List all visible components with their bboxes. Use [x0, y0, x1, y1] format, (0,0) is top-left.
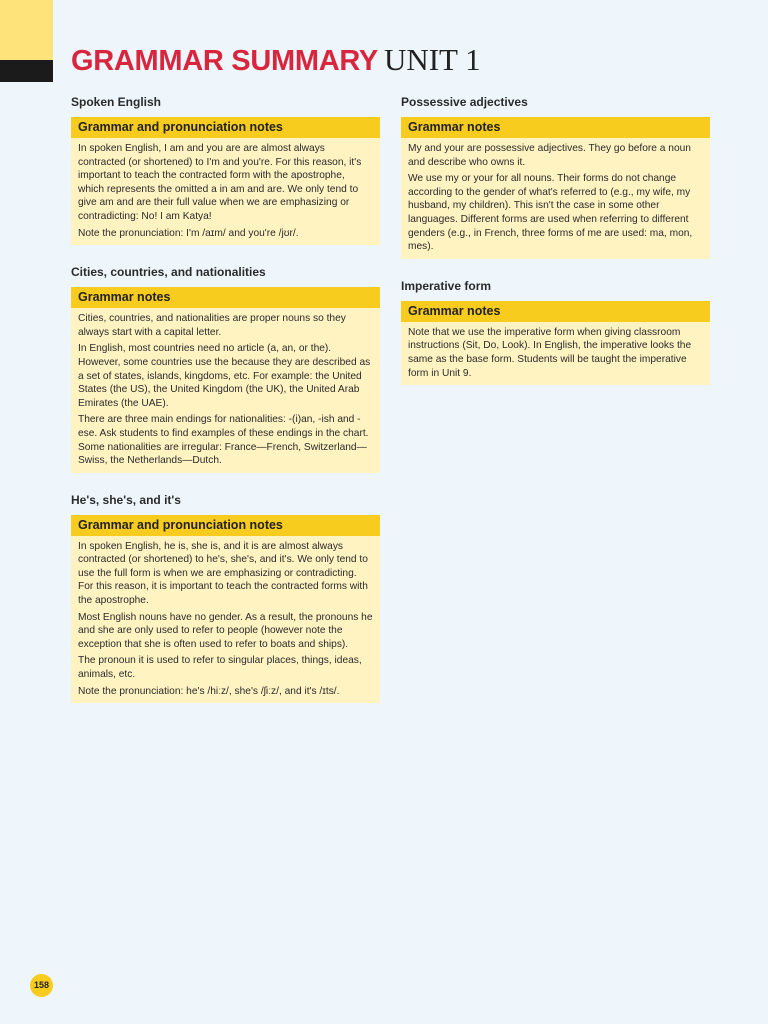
notes-box-body [71, 138, 380, 245]
notes-box [71, 515, 380, 704]
paragraph: Most English nouns have no gender. As a result, the pronouns he and she are only used to refer to people (however note the exception that she is often used to refer to boats and ships). [78, 611, 373, 650]
paragraph: We use my or your for all nouns. Their forms do not change according to the gender of what's referred to (e.g., my wife, my husband, my children). This isn't the case in some other languages. Different forms are used when referring to different genders (e.g., in French, three forms of me are used: ma, mon, mes). [408, 173, 693, 253]
section-hes-shes-its [71, 486, 380, 704]
section-heading: Cities, countries, and nationalities [71, 265, 266, 280]
paragraph: Note the pronunciation: I'm /aɪm/ and you're /jʊr/. [78, 227, 299, 239]
notes-box [401, 117, 710, 259]
section-heading: Possessive adjectives [401, 95, 528, 109]
paragraph: There are three main endings for nationalities: -(i)an, -ish and -ese. Ask students to find examples of these endings in the chart. Some nationalities are irregular: France—French, Switzerland—Swiss, the Netherlands—Dutch. [78, 414, 369, 467]
page-number: 158 [30, 974, 53, 997]
corner-tab-yellow [0, 0, 53, 60]
notes-box-body [71, 536, 380, 704]
paragraph: Cities, countries, and nationalities are proper nouns so they always start with a capital letter. [78, 313, 346, 338]
paragraph: Note that we use the imperative form when giving classroom instructions (Sit, Do, Look). In English, the imperative looks the same as the base form. Students will be taught the imperative form in Unit 9. [408, 326, 692, 379]
notes-box [71, 117, 380, 245]
notes-box-title: Grammar notes [401, 301, 710, 322]
paragraph: In spoken English, I am and you are are almost always contracted (or shortened) to I'm and you're. For this reason, it's important to teach the contracted form with the apostrophe, which represents the omitted a in am and are. We only tend to give am and are their full value when we are emphasizing or contradicting: No! I am Katya! [78, 143, 362, 222]
corner-tab-black [0, 60, 53, 82]
paragraph: In spoken English, he is, she is, and it is are almost always contracted (or shortened) to he's, she's, and it's. We only tend to use the full form is when we are emphasizing or contradicting. For this reason, it is important to teach the contracted forms with the apostrophe. [78, 540, 368, 607]
notes-box-body [401, 138, 710, 259]
title-main: GRAMMAR SUMMARY [71, 45, 378, 77]
section-possessive-adjectives [401, 88, 710, 259]
notes-box [71, 287, 380, 473]
section-heading: He's, she's, and it's [71, 492, 181, 507]
section-spoken-english [71, 88, 380, 245]
paragraph: My and your are possessive adjectives. They go before a noun and describe who owns it. [408, 143, 691, 168]
page-title [71, 40, 481, 80]
notes-box-title: Grammar notes [401, 117, 710, 138]
notes-box-title: Grammar and pronunciation notes [71, 117, 380, 138]
section-imperative-form [401, 272, 710, 385]
notes-box-body [401, 322, 710, 385]
paragraph: The pronoun it is used to refer to singular places, things, ideas, animals, etc. [78, 655, 362, 681]
right-column [401, 88, 710, 392]
notes-box-title: Grammar notes [71, 287, 380, 308]
paragraph: In English, most countries need no article (a, an, or the). However, some countries use the because they are described as a set of states, islands, kingdoms, etc. For example: the United States (the US), the United Kingdom (the UK), the United Arab Emirates (the UAE). [78, 343, 371, 409]
section-heading: Spoken English [71, 95, 162, 109]
section-heading: Imperative form [401, 278, 492, 293]
title-unit: UNIT 1 [383, 42, 481, 77]
notes-box-title: Grammar and pronunciation notes [71, 515, 380, 536]
left-column [71, 88, 380, 710]
notes-box-body [71, 308, 380, 473]
paragraph: Note the pronunciation: he's /hiːz/, she's /ʃiːz/, and it's /ɪts/. [78, 685, 340, 697]
section-cities-countries [71, 258, 380, 473]
notes-box [401, 301, 710, 385]
